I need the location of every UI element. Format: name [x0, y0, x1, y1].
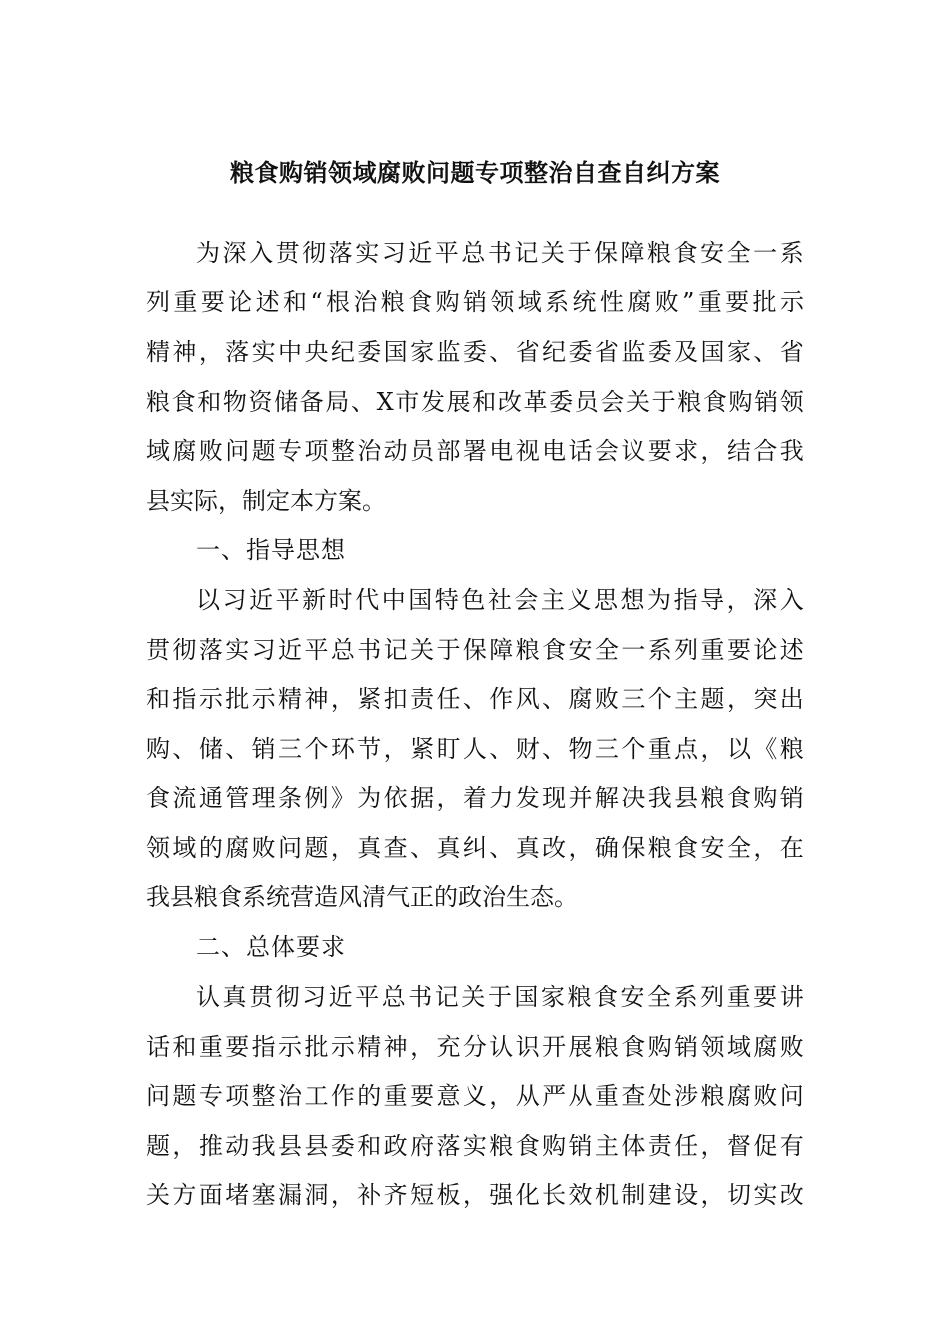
section-heading-general-requirements: 二、总体要求 — [196, 933, 346, 961]
section1-line: 食 流 通 管 理 条 例 》 为 依 据 ， 着 力 发 现 并 解 决 我 县 粮 食 购 销 — [146, 784, 804, 812]
section2-line: 话 和 重 要 指 示 批 示 精 神 ， 充 分 认 识 开 展 粮 食 购 销 领 域 腐 败 — [146, 1033, 804, 1061]
intro-line: 为 深 入 贯 彻 落 实 习 近 平 总 书 记 关 于 保 障 粮 食 安 全 一 系 — [196, 239, 804, 267]
section2-line: 关 方 面 堵 塞 漏 洞 ， 补 齐 短 板 ， 强 化 长 效 机 制 建 设 ， 切 实 改 — [146, 1181, 804, 1209]
section1-line: 购 、 储 、 销 三 个 环 节 ， 紧 盯 人 、 财 、 物 三 个 重 点 ， 以 《 粮 — [146, 735, 804, 763]
document-title: 粮食购销领域腐败问题专项整治自查自纠方案 — [230, 158, 720, 187]
section1-line: 贯 彻 落 实 习 近 平 总 书 记 关 于 保 障 粮 食 安 全 一 系 列 重 要 论 述 — [146, 636, 804, 664]
intro-line: 粮 食 和 物 资 储 备 局 、 X 市 发 展 和 改 革 委 员 会 关 于 粮 食 购 销 领 — [146, 388, 804, 416]
section2-line: 认 真 贯 彻 习 近 平 总 书 记 关 于 国 家 粮 食 安 全 系 列 重 要 讲 — [196, 983, 804, 1011]
section1-line: 和 指 示 批 示 精 神 ， 紧 扣 责 任 、 作 风 、 腐 败 三 个 主 题 ， 突 出 — [146, 685, 804, 713]
intro-line: 精 神 ， 落 实 中 央 纪 委 国 家 监 委 、 省 纪 委 省 监 委 及 国 家 、 省 — [146, 338, 804, 366]
intro-line: 列 重 要 论 述 和 “ 根 治 粮 食 购 销 领 域 系 统 性 腐 败 ” 重 要 批 示 — [146, 288, 804, 316]
section1-line: 领 域 的 腐 败 问 题 ， 真 查 、 真 纠 、 真 改 ， 确 保 粮 食 安 全 ， 在 — [146, 834, 804, 862]
section2-line: 问 题 专 项 整 治 工 作 的 重 要 意 义 ， 从 严 从 重 查 处 涉 粮 腐 败 问 — [146, 1082, 804, 1110]
section-heading-guiding-ideology: 一、指导思想 — [196, 536, 346, 564]
intro-line: 域 腐 败 问 题 专 项 整 治 动 员 部 署 电 视 电 话 会 议 要 求 ， 结 合 我 — [146, 437, 804, 465]
section1-line: 我县粮食系统营造风清气正的政治生态。 — [146, 883, 578, 911]
section1-line: 以 习 近 平 新 时 代 中 国 特 色 社 会 主 义 思 想 为 指 导 ， 深 入 — [196, 586, 804, 614]
intro-line: 县实际，制定本方案。 — [146, 487, 386, 515]
section2-line: 题 ， 推 动 我 县 县 委 和 政 府 落 实 粮 食 购 销 主 体 责 任 ， 督 促 有 — [146, 1132, 804, 1160]
